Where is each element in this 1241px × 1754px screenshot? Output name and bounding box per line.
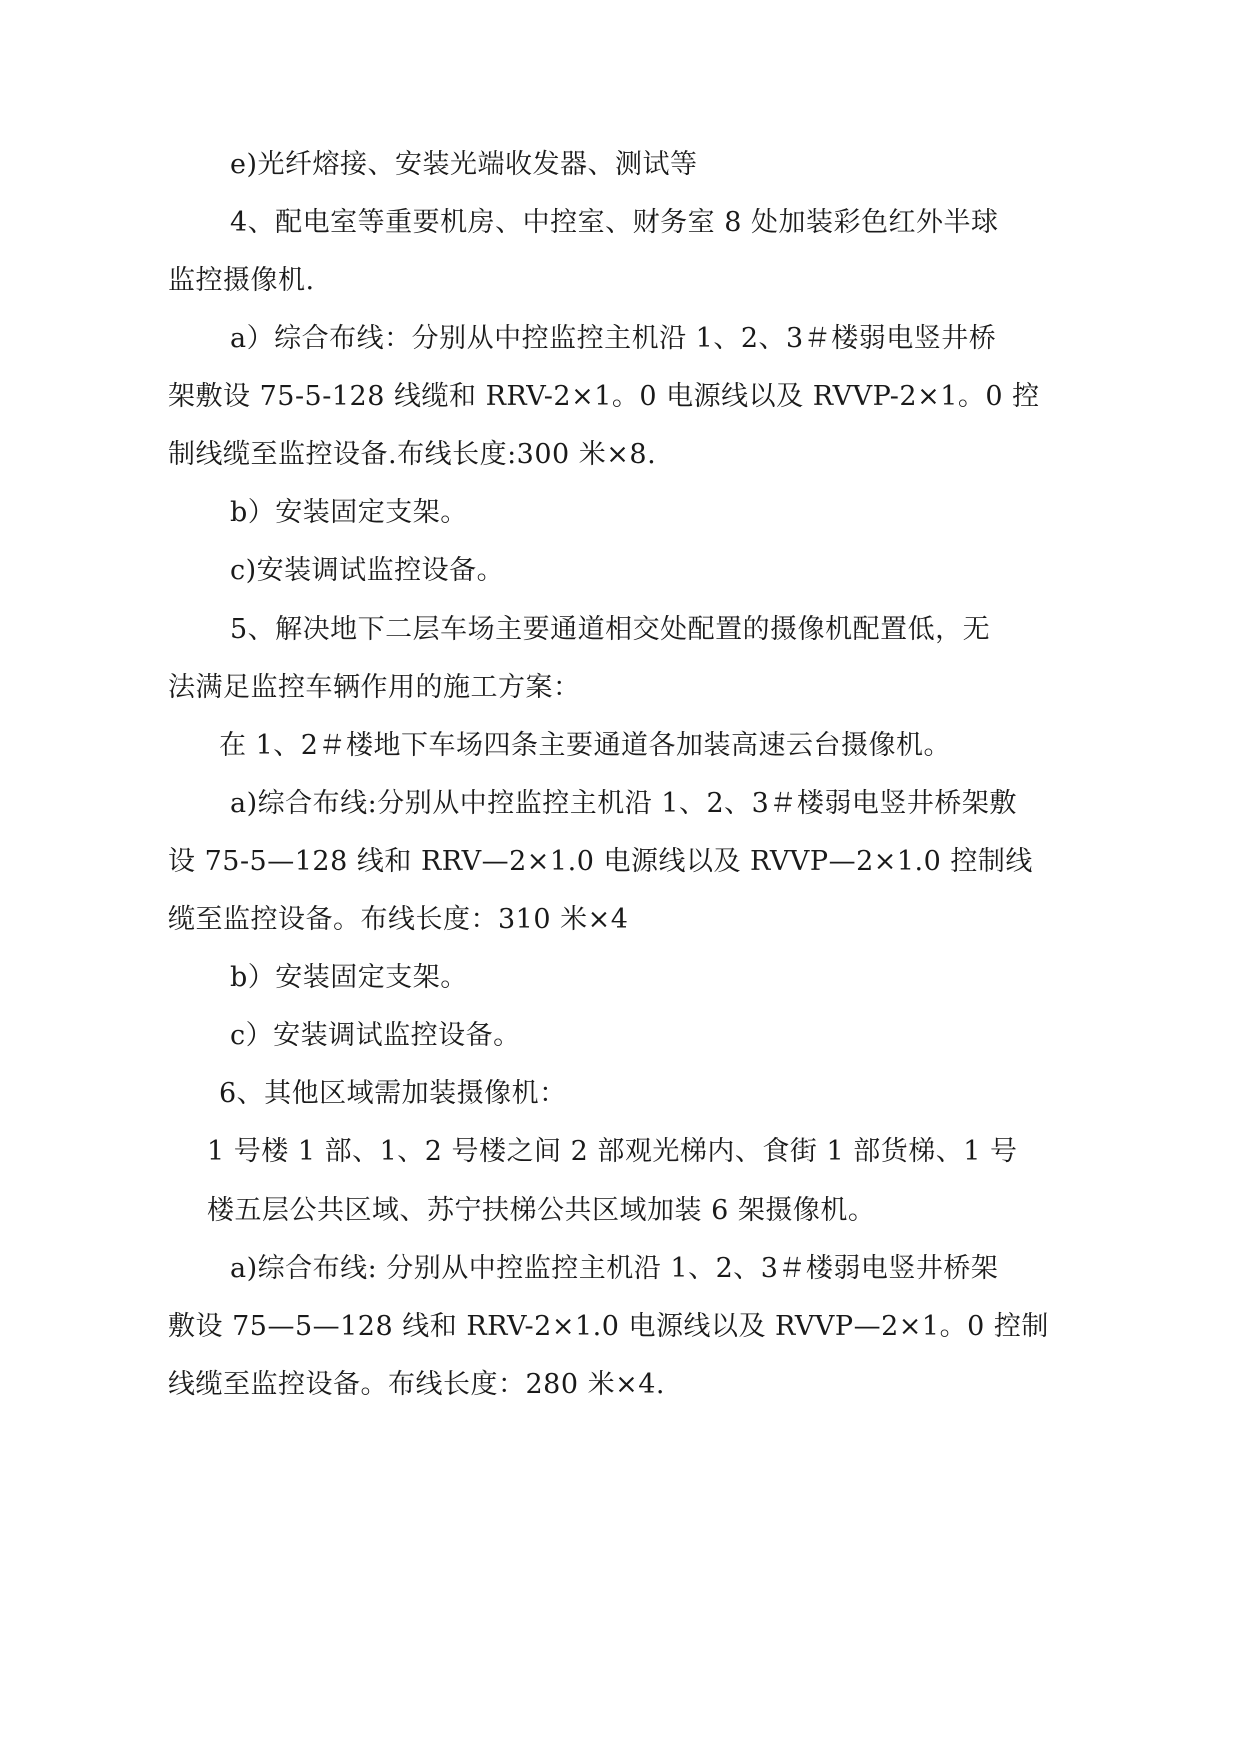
text-line: 架敷设 75-5-128 线缆和 RRV-2×1。0 电源线以及 RVVP-2×1。0 控 (168, 381, 1040, 412)
text-line: 设 75-5—128 线和 RRV—2×1.0 电源线以及 RVVP—2×1.0 控制线 (168, 846, 1033, 877)
text-line: 在 1、2＃楼地下车场四条主要通道各加装高速云台摄像机。 (219, 730, 951, 761)
text-line: 线缆至监控设备。布线长度：280 米×4. (168, 1369, 666, 1400)
text-line: a)综合布线:分别从中控监控主机沿 1、2、3＃楼弱电竖井桥架敷 (230, 788, 1017, 819)
text-line: 楼五层公共区域、苏宁扶梯公共区域加装 6 架摄像机。 (207, 1195, 876, 1226)
text-line: 制线缆至监控设备.布线长度:300 米×8. (168, 439, 657, 470)
text-line: 6、其他区域需加装摄像机： (219, 1078, 567, 1109)
text-line: c）安装调试监控设备。 (230, 1020, 521, 1051)
text-line: 4、配电室等重要机房、中控室、财务室 8 处加装彩色红外半球 (230, 207, 999, 238)
text-line: b）安装固定支架。 (230, 497, 468, 528)
text-line: 1 号楼 1 部、1、2 号楼之间 2 部观光梯内、食街 1 部货梯、1 号 (207, 1136, 1018, 1167)
text-line: 5、解决地下二层车场主要通道相交处配置的摄像机配置低，无 (230, 614, 991, 645)
text-line: c)安装调试监控设备。 (230, 555, 505, 586)
text-line: 监控摄像机. (168, 265, 315, 296)
text-line: a）综合布线：分别从中控监控主机沿 1、2、3＃楼弱电竖井桥 (230, 323, 997, 354)
text-line: 缆至监控设备。布线长度：310 米×4 (168, 904, 629, 935)
text-line: 法满足监控车辆作用的施工方案： (168, 672, 581, 703)
text-line: e)光纤熔接、安装光端收发器、测试等 (230, 149, 698, 180)
text-line: b）安装固定支架。 (230, 962, 468, 993)
text-line: a)综合布线: 分别从中控监控主机沿 1、2、3＃楼弱电竖井桥架 (230, 1253, 999, 1284)
text-line: 敷设 75—5—128 线和 RRV-2×1.0 电源线以及 RVVP—2×1。0 控制 (168, 1311, 1049, 1342)
